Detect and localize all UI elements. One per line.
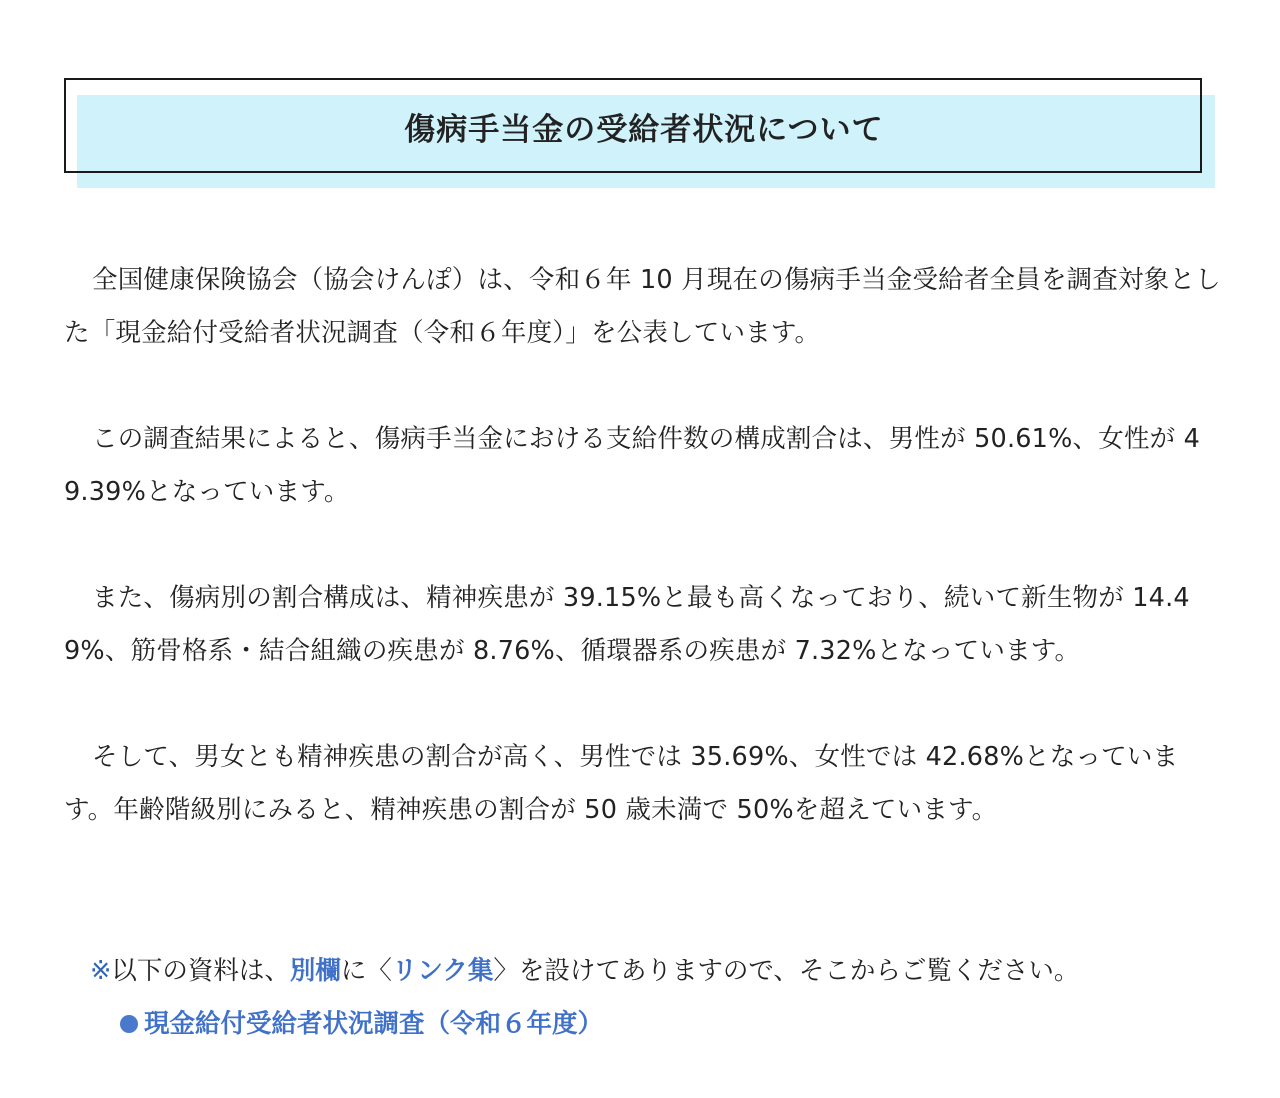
paragraph-mental-illness: そして、男女とも精神疾患の割合が高く、男性では 35.69%、女性では 42.68%となっています。年齢階級別にみると、精神疾患の割合が 50 歳未満で 50%を超えています。 xyxy=(64,742,1179,825)
title-box xyxy=(64,78,1202,173)
paragraph-disease-ratio: また、傷病別の割合構成は、精神疾患が 39.15%と最も高くなっており、続いて新生物が 14.49%、筋骨格系・結合組織の疾患が 8.76%、循環器系の疾患が 7.32%となっています。 xyxy=(64,583,1190,666)
resource-item xyxy=(120,998,603,1051)
note-suffix: 〉を設けてありますので、そこからご覧ください。 xyxy=(493,956,1080,986)
paragraph-intro: 全国健康保険協会（協会けんぽ）は、令和６年 10 月現在の傷病手当金受給者全員を調査対象とした「現金給付受給者状況調査（令和６年度）」を公表しています。 xyxy=(64,265,1221,348)
paragraph-gender-ratio: この調査結果によると、傷病手当金における支給件数の構成割合は、男性が 50.61%、女性が 49.39%となっています。 xyxy=(64,424,1201,507)
page-title: 傷病手当金の受給者状況について xyxy=(404,112,884,148)
title-frame xyxy=(64,78,1202,173)
note-mark: ※ xyxy=(90,956,112,986)
betsuran-link[interactable]: 別欄 xyxy=(289,956,341,986)
reference-note xyxy=(90,945,1079,998)
note-prefix: 以下の資料は、 xyxy=(111,956,290,986)
survey-report-link[interactable]: 現金給付受給者状況調査（令和６年度） xyxy=(144,1009,604,1039)
note-mid: に〈 xyxy=(340,956,392,986)
link-collection-link[interactable]: リンク集 xyxy=(391,956,494,986)
bullet-icon xyxy=(120,1015,138,1033)
